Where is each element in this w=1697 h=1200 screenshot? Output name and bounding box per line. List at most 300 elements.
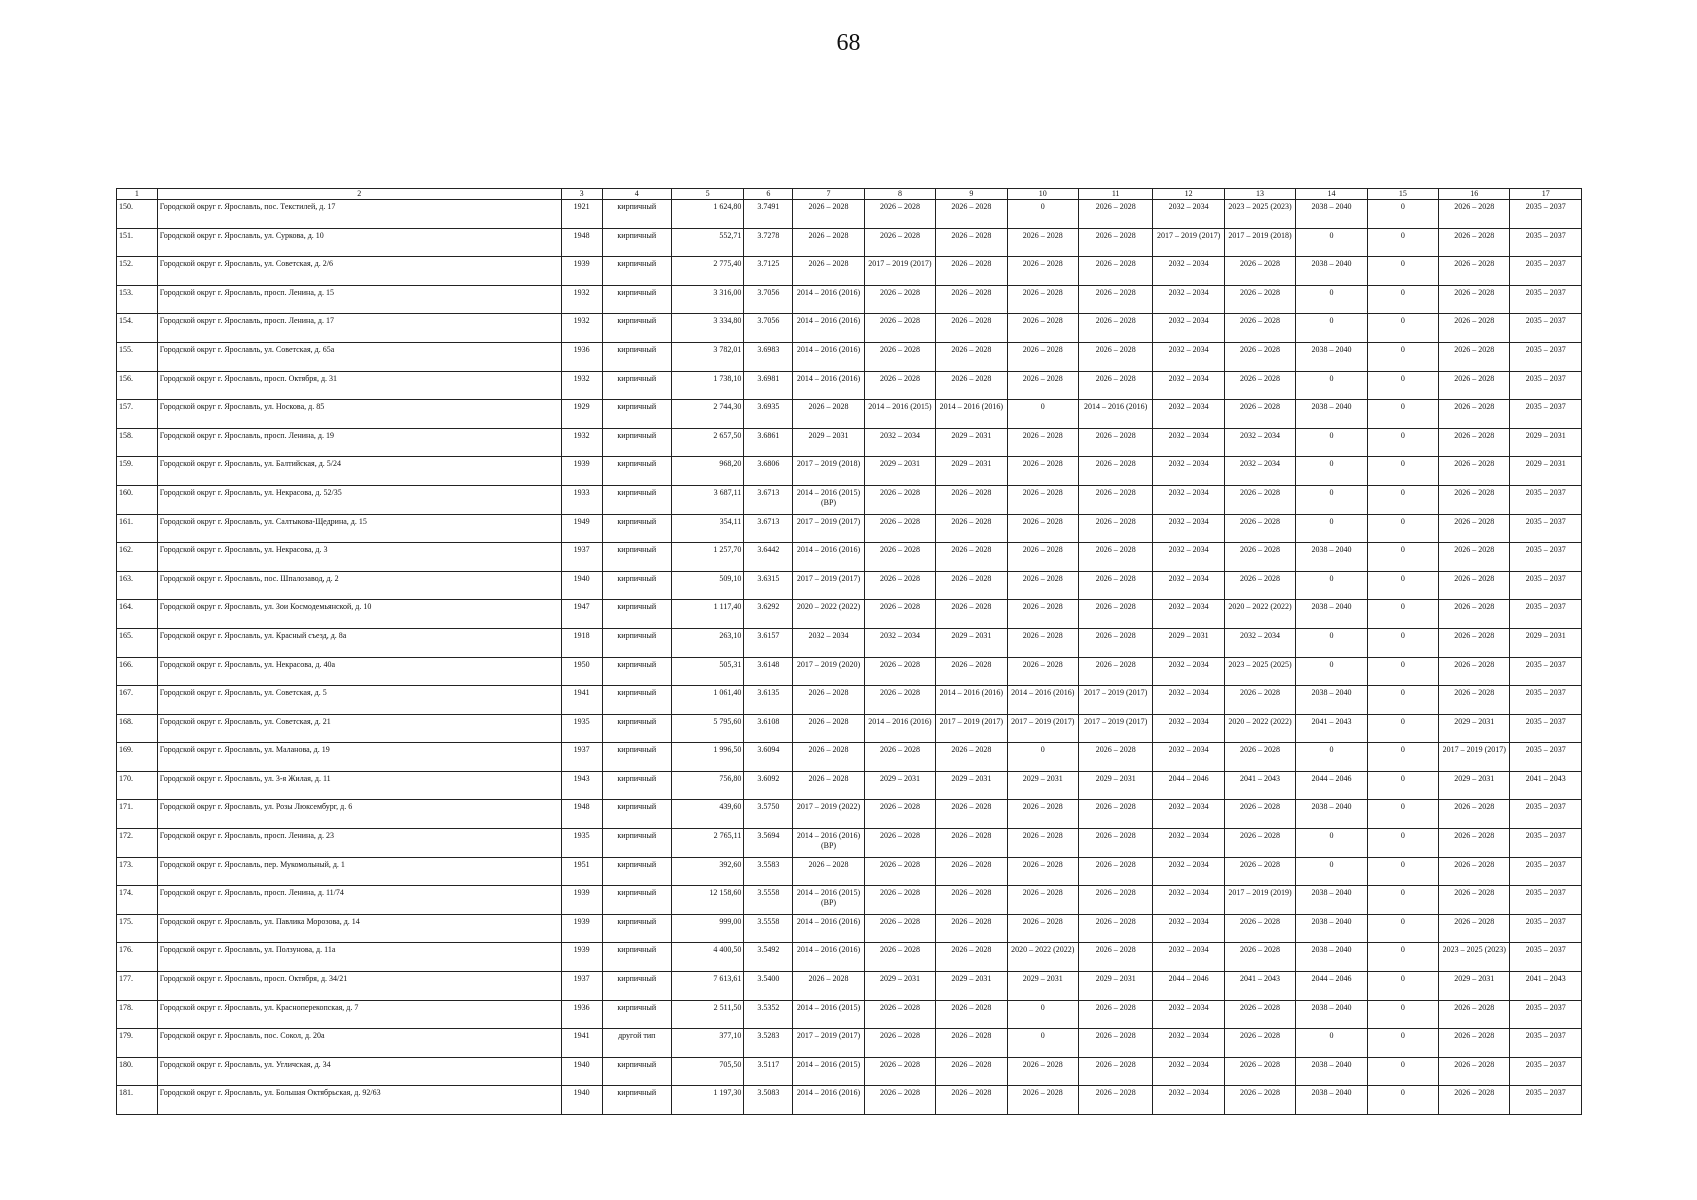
table-cell: 1949 bbox=[561, 514, 602, 543]
table-cell: 2035 – 2037 bbox=[1510, 342, 1582, 371]
table-cell: 2026 – 2028 bbox=[936, 1086, 1007, 1115]
table-cell: кирпичный bbox=[602, 943, 671, 972]
table-cell: 3.5352 bbox=[744, 1000, 793, 1029]
table-cell: 2023 – 2025 (2023) bbox=[1439, 943, 1510, 972]
address-cell: Городской округ г. Ярославль, ул. Павлика Морозова, д. 14 bbox=[157, 914, 561, 943]
table-cell: 2026 – 2028 bbox=[1224, 342, 1295, 371]
table-cell: 2026 – 2028 bbox=[1439, 1057, 1510, 1086]
column-header: 12 bbox=[1153, 189, 1224, 200]
table-cell: 2029 – 2031 bbox=[1510, 428, 1582, 457]
table-cell: 1939 bbox=[561, 943, 602, 972]
table-cell: 2026 – 2028 bbox=[936, 600, 1007, 629]
row-number-cell: 159. bbox=[117, 457, 158, 486]
table-cell: 2026 – 2028 bbox=[1224, 314, 1295, 343]
table-cell: 0 bbox=[1367, 600, 1438, 629]
row-number-cell: 171. bbox=[117, 800, 158, 829]
area-cell: 1 061,40 bbox=[671, 686, 743, 715]
table-cell: 2032 – 2034 bbox=[1153, 686, 1224, 715]
table-cell: 2026 – 2028 bbox=[1224, 800, 1295, 829]
table-cell: 3.7056 bbox=[744, 314, 793, 343]
table-cell: 2014 – 2016 (2015) bbox=[793, 1057, 864, 1086]
table-cell: 2032 – 2034 bbox=[1153, 485, 1224, 514]
table-cell: 2026 – 2028 bbox=[936, 857, 1007, 886]
table-cell: 0 bbox=[1367, 1057, 1438, 1086]
table-cell: 0 bbox=[1007, 1029, 1078, 1058]
table-cell: 2035 – 2037 bbox=[1510, 200, 1582, 229]
table-cell: 2026 – 2028 bbox=[864, 371, 935, 400]
table-cell: 2026 – 2028 bbox=[936, 314, 1007, 343]
table-cell: 2029 – 2031 bbox=[1007, 972, 1078, 1001]
table-cell: 2026 – 2028 bbox=[1224, 1000, 1295, 1029]
table-cell: 2026 – 2028 bbox=[1439, 571, 1510, 600]
table-cell: 3.6861 bbox=[744, 428, 793, 457]
table-cell: 2026 – 2028 bbox=[1007, 800, 1078, 829]
table-cell: 2029 – 2031 bbox=[936, 972, 1007, 1001]
table-cell: 2026 – 2028 bbox=[864, 800, 935, 829]
address-cell: Городской округ г. Ярославль, просп. Ленина, д. 23 bbox=[157, 829, 561, 858]
table-cell: 2026 – 2028 bbox=[793, 857, 864, 886]
table-cell: 2032 – 2034 bbox=[1153, 914, 1224, 943]
table-cell: 2026 – 2028 bbox=[793, 200, 864, 229]
table-row bbox=[117, 200, 1582, 229]
table-cell: 2026 – 2028 bbox=[1007, 371, 1078, 400]
table-cell: 2026 – 2028 bbox=[864, 228, 935, 257]
table-cell: 2035 – 2037 bbox=[1510, 714, 1582, 743]
table-cell: 2026 – 2028 bbox=[864, 514, 935, 543]
table-cell: 0 bbox=[1007, 400, 1078, 429]
table-cell: 1941 bbox=[561, 686, 602, 715]
table-row bbox=[117, 1000, 1582, 1029]
area-cell: 12 158,60 bbox=[671, 886, 743, 915]
table-cell: 2029 – 2031 bbox=[936, 457, 1007, 486]
table-cell: 2017 – 2019 (2018) bbox=[1224, 228, 1295, 257]
table-cell: 2026 – 2028 bbox=[1224, 857, 1295, 886]
table-row bbox=[117, 829, 1582, 858]
table-cell: 0 bbox=[1367, 257, 1438, 286]
address-cell: Городской округ г. Ярославль, ул. Некрасова, д. 40а bbox=[157, 657, 561, 686]
table-cell: 2026 – 2028 bbox=[864, 943, 935, 972]
table-cell: 2044 – 2046 bbox=[1296, 771, 1367, 800]
table-cell: 0 bbox=[1367, 743, 1438, 772]
table-cell: 2026 – 2028 bbox=[1078, 571, 1152, 600]
area-cell: 968,20 bbox=[671, 457, 743, 486]
column-header: 15 bbox=[1367, 189, 1438, 200]
address-cell: Городской округ г. Ярославль, ул. Советская, д. 21 bbox=[157, 714, 561, 743]
row-number-cell: 178. bbox=[117, 1000, 158, 1029]
table-cell: 2026 – 2028 bbox=[864, 914, 935, 943]
table-cell: 3.5583 bbox=[744, 857, 793, 886]
table-cell: 2026 – 2028 bbox=[1007, 514, 1078, 543]
address-cell: Городской округ г. Ярославль, ул. Маланова, д. 19 bbox=[157, 743, 561, 772]
table-cell: 2029 – 2031 bbox=[1153, 628, 1224, 657]
table-cell: 2032 – 2034 bbox=[1153, 543, 1224, 572]
area-cell: 1 738,10 bbox=[671, 371, 743, 400]
table-cell: 2014 – 2016 (2016) bbox=[793, 543, 864, 572]
table-cell: 2041 – 2043 bbox=[1510, 771, 1582, 800]
row-number-cell: 160. bbox=[117, 485, 158, 514]
table-cell: 3.6935 bbox=[744, 400, 793, 429]
area-cell: 999,00 bbox=[671, 914, 743, 943]
address-cell: Городской округ г. Ярославль, пер. Мукомольный, д. 1 bbox=[157, 857, 561, 886]
table-cell: 3.6713 bbox=[744, 514, 793, 543]
table-cell: 2020 – 2022 (2022) bbox=[1224, 714, 1295, 743]
table-cell: 2026 – 2028 bbox=[1439, 1000, 1510, 1029]
table-cell: кирпичный bbox=[602, 200, 671, 229]
table-row bbox=[117, 514, 1582, 543]
table-cell: 2035 – 2037 bbox=[1510, 1057, 1582, 1086]
column-header: 7 bbox=[793, 189, 864, 200]
row-number-cell: 164. bbox=[117, 600, 158, 629]
table-cell: 2026 – 2028 bbox=[1078, 1029, 1152, 1058]
table-cell: 2035 – 2037 bbox=[1510, 1000, 1582, 1029]
table-cell: 3.6292 bbox=[744, 600, 793, 629]
table-cell: 1937 bbox=[561, 743, 602, 772]
table-cell: 2026 – 2028 bbox=[1078, 200, 1152, 229]
table-cell: 0 bbox=[1367, 1000, 1438, 1029]
table-cell: 3.7278 bbox=[744, 228, 793, 257]
table-cell: 2014 – 2016 (2015) (ВР) bbox=[793, 485, 864, 514]
table-cell: 0 bbox=[1296, 657, 1367, 686]
table-cell: кирпичный bbox=[602, 800, 671, 829]
table-cell: 2026 – 2028 bbox=[1078, 314, 1152, 343]
table-cell: 2038 – 2040 bbox=[1296, 257, 1367, 286]
table-cell: 2032 – 2034 bbox=[1153, 457, 1224, 486]
table-cell: 2026 – 2028 bbox=[864, 743, 935, 772]
table-cell: 2026 – 2028 bbox=[1007, 285, 1078, 314]
table-cell: 2026 – 2028 bbox=[1078, 800, 1152, 829]
table-cell: 2017 – 2019 (2022) bbox=[793, 800, 864, 829]
table-cell: 2026 – 2028 bbox=[936, 829, 1007, 858]
table-cell: 2026 – 2028 bbox=[1078, 1086, 1152, 1115]
table-row bbox=[117, 400, 1582, 429]
table-cell: 2017 – 2019 (2017) bbox=[936, 714, 1007, 743]
table-cell: 2026 – 2028 bbox=[936, 571, 1007, 600]
table-cell: 2023 – 2025 (2023) bbox=[1224, 200, 1295, 229]
table-cell: 1948 bbox=[561, 228, 602, 257]
table-cell: 2014 – 2016 (2016) bbox=[864, 714, 935, 743]
table-cell: 2035 – 2037 bbox=[1510, 1086, 1582, 1115]
column-header: 1 bbox=[117, 189, 158, 200]
table-cell: 1939 bbox=[561, 457, 602, 486]
table-cell: 3.6806 bbox=[744, 457, 793, 486]
table-cell: 0 bbox=[1367, 457, 1438, 486]
row-number-cell: 166. bbox=[117, 657, 158, 686]
table-cell: 0 bbox=[1367, 400, 1438, 429]
area-cell: 3 782,01 bbox=[671, 342, 743, 371]
table-cell: 2026 – 2028 bbox=[1078, 857, 1152, 886]
table-cell: 2026 – 2028 bbox=[1078, 257, 1152, 286]
table-cell: кирпичный bbox=[602, 342, 671, 371]
table-cell: 2014 – 2016 (2016) bbox=[793, 285, 864, 314]
row-number-cell: 176. bbox=[117, 943, 158, 972]
row-number-cell: 180. bbox=[117, 1057, 158, 1086]
table-cell: 2038 – 2040 bbox=[1296, 1057, 1367, 1086]
table-cell: 3.7125 bbox=[744, 257, 793, 286]
table-cell: 2032 – 2034 bbox=[1153, 428, 1224, 457]
table-cell: 2032 – 2034 bbox=[1224, 457, 1295, 486]
page-number: 68 bbox=[836, 30, 861, 56]
table-cell: 2035 – 2037 bbox=[1510, 686, 1582, 715]
table-cell: 2026 – 2028 bbox=[1078, 1057, 1152, 1086]
area-cell: 705,50 bbox=[671, 1057, 743, 1086]
table-cell: 2032 – 2034 bbox=[1153, 285, 1224, 314]
table-cell: 2026 – 2028 bbox=[936, 657, 1007, 686]
table-cell: 2032 – 2034 bbox=[1153, 886, 1224, 915]
table-cell: 2029 – 2031 bbox=[864, 771, 935, 800]
table-cell: 2026 – 2028 bbox=[936, 1000, 1007, 1029]
table-cell: кирпичный bbox=[602, 485, 671, 514]
table-cell: 2026 – 2028 bbox=[864, 686, 935, 715]
table-cell: кирпичный bbox=[602, 1000, 671, 1029]
area-cell: 2 775,40 bbox=[671, 257, 743, 286]
address-cell: Городской округ г. Ярославль, пос. Сокол, д. 20а bbox=[157, 1029, 561, 1058]
table-cell: 2020 – 2022 (2022) bbox=[1224, 600, 1295, 629]
table-cell: 2032 – 2034 bbox=[1153, 800, 1224, 829]
table-cell: 2020 – 2022 (2022) bbox=[793, 600, 864, 629]
table-cell: 0 bbox=[1367, 428, 1438, 457]
table-cell: 0 bbox=[1296, 314, 1367, 343]
table-cell: 2017 – 2019 (2017) bbox=[1078, 714, 1152, 743]
table-cell: 2026 – 2028 bbox=[1007, 657, 1078, 686]
table-cell: 2029 – 2031 bbox=[793, 428, 864, 457]
address-cell: Городской округ г. Ярославль, ул. Зои Космодемьянской, д. 10 bbox=[157, 600, 561, 629]
table-cell: 2026 – 2028 bbox=[1439, 800, 1510, 829]
address-cell: Городской округ г. Ярославль, ул. Ползунова, д. 11а bbox=[157, 943, 561, 972]
table-cell: кирпичный bbox=[602, 428, 671, 457]
table-cell: 2017 – 2019 (2017) bbox=[1153, 228, 1224, 257]
table-cell: 0 bbox=[1296, 829, 1367, 858]
table-row bbox=[117, 257, 1582, 286]
table-cell: 2026 – 2028 bbox=[1439, 628, 1510, 657]
table-cell: 2029 – 2031 bbox=[936, 771, 1007, 800]
table-cell: 2026 – 2028 bbox=[1439, 200, 1510, 229]
table-cell: 1943 bbox=[561, 771, 602, 800]
table-cell: 2029 – 2031 bbox=[1439, 972, 1510, 1001]
table-cell: 2017 – 2019 (2018) bbox=[793, 457, 864, 486]
table-cell: 2032 – 2034 bbox=[793, 628, 864, 657]
table-cell: 0 bbox=[1367, 628, 1438, 657]
table-cell: 3.6442 bbox=[744, 543, 793, 572]
table-cell: 2026 – 2028 bbox=[864, 1086, 935, 1115]
table-cell: 2032 – 2034 bbox=[1153, 857, 1224, 886]
column-header: 10 bbox=[1007, 189, 1078, 200]
table-cell: 2026 – 2028 bbox=[1007, 457, 1078, 486]
table-cell: 2035 – 2037 bbox=[1510, 657, 1582, 686]
table-cell: 2026 – 2028 bbox=[1007, 342, 1078, 371]
table-cell: 2026 – 2028 bbox=[793, 972, 864, 1001]
address-cell: Городской округ г. Ярославль, ул. Красный съезд, д. 8а bbox=[157, 628, 561, 657]
table-cell: 3.7056 bbox=[744, 285, 793, 314]
table-cell: 2026 – 2028 bbox=[864, 829, 935, 858]
table-cell: 2029 – 2031 bbox=[1510, 628, 1582, 657]
table-row bbox=[117, 314, 1582, 343]
table-cell: 2026 – 2028 bbox=[864, 600, 935, 629]
table-cell: 2026 – 2028 bbox=[1078, 485, 1152, 514]
address-cell: Городской округ г. Ярославль, просп. Октября, д. 34/21 bbox=[157, 972, 561, 1001]
table-cell: 2035 – 2037 bbox=[1510, 400, 1582, 429]
table-cell: 0 bbox=[1367, 914, 1438, 943]
table-cell: кирпичный bbox=[602, 743, 671, 772]
area-cell: 2 765,11 bbox=[671, 829, 743, 858]
table-cell: 0 bbox=[1367, 485, 1438, 514]
table-cell: 2026 – 2028 bbox=[1078, 371, 1152, 400]
table-cell: 2026 – 2028 bbox=[936, 914, 1007, 943]
table-cell: 2026 – 2028 bbox=[936, 1029, 1007, 1058]
row-number-cell: 163. bbox=[117, 571, 158, 600]
table-cell: 2017 – 2019 (2017) bbox=[1007, 714, 1078, 743]
row-number-cell: 181. bbox=[117, 1086, 158, 1115]
area-cell: 263,10 bbox=[671, 628, 743, 657]
table-cell: 0 bbox=[1367, 972, 1438, 1001]
table-cell: 2026 – 2028 bbox=[1439, 600, 1510, 629]
address-cell: Городской округ г. Ярославль, ул. Большая Октябрьская, д. 92/63 bbox=[157, 1086, 561, 1115]
table-cell: 1940 bbox=[561, 1086, 602, 1115]
address-cell: Городской округ г. Ярославль, просп. Октября, д. 31 bbox=[157, 371, 561, 400]
table-cell: 1932 bbox=[561, 285, 602, 314]
table-cell: 2026 – 2028 bbox=[1007, 485, 1078, 514]
table-cell: 2032 – 2034 bbox=[1153, 514, 1224, 543]
table-cell: 0 bbox=[1367, 228, 1438, 257]
table-cell: 2032 – 2034 bbox=[1153, 371, 1224, 400]
row-number-cell: 151. bbox=[117, 228, 158, 257]
row-number-cell: 174. bbox=[117, 886, 158, 915]
table-cell: 3.5492 bbox=[744, 943, 793, 972]
address-cell: Городской округ г. Ярославль, просп. Ленина, д. 15 bbox=[157, 285, 561, 314]
table-cell: 2014 – 2016 (2015) bbox=[793, 1000, 864, 1029]
table-cell: 2026 – 2028 bbox=[1078, 657, 1152, 686]
column-header: 5 bbox=[671, 189, 743, 200]
table-cell: 2026 – 2028 bbox=[1224, 371, 1295, 400]
table-cell: 0 bbox=[1367, 857, 1438, 886]
row-number-cell: 173. bbox=[117, 857, 158, 886]
table-cell: 0 bbox=[1007, 1000, 1078, 1029]
table-cell: 2026 – 2028 bbox=[793, 743, 864, 772]
area-cell: 1 257,70 bbox=[671, 543, 743, 572]
table-row bbox=[117, 571, 1582, 600]
table-cell: 2026 – 2028 bbox=[1439, 485, 1510, 514]
area-cell: 5 795,60 bbox=[671, 714, 743, 743]
address-cell: Городской округ г. Ярославль, ул. Суркова, д. 10 bbox=[157, 228, 561, 257]
table-cell: 2026 – 2028 bbox=[1439, 657, 1510, 686]
table-cell: 2017 – 2019 (2017) bbox=[793, 514, 864, 543]
table-cell: 3.6135 bbox=[744, 686, 793, 715]
table-cell: 2026 – 2028 bbox=[1078, 914, 1152, 943]
address-cell: Городской округ г. Ярославль, ул. Угличская, д. 34 bbox=[157, 1057, 561, 1086]
area-cell: 2 657,50 bbox=[671, 428, 743, 457]
row-number-cell: 162. bbox=[117, 543, 158, 572]
table-cell: 2035 – 2037 bbox=[1510, 543, 1582, 572]
table-cell: 2026 – 2028 bbox=[1078, 829, 1152, 858]
table-cell: 3.6148 bbox=[744, 657, 793, 686]
table-cell: 0 bbox=[1296, 857, 1367, 886]
table-cell: 2026 – 2028 bbox=[864, 485, 935, 514]
table-cell: 1937 bbox=[561, 972, 602, 1001]
table-cell: 2026 – 2028 bbox=[1007, 228, 1078, 257]
table-cell: 2029 – 2031 bbox=[864, 972, 935, 1001]
table-cell: 2029 – 2031 bbox=[864, 457, 935, 486]
table-cell: 0 bbox=[1367, 285, 1438, 314]
table-cell: 2026 – 2028 bbox=[1007, 1086, 1078, 1115]
table-cell: другой тип bbox=[602, 1029, 671, 1058]
table-cell: 3.5083 bbox=[744, 1086, 793, 1115]
table-cell: кирпичный bbox=[602, 543, 671, 572]
table-cell: 2038 – 2040 bbox=[1296, 800, 1367, 829]
table-cell: 2026 – 2028 bbox=[1224, 400, 1295, 429]
table-cell: 2026 – 2028 bbox=[1224, 485, 1295, 514]
table-cell: 2014 – 2016 (2015) (ВР) bbox=[793, 886, 864, 915]
table-cell: 2026 – 2028 bbox=[1078, 943, 1152, 972]
table-cell: 2026 – 2028 bbox=[1078, 514, 1152, 543]
column-header: 8 bbox=[864, 189, 935, 200]
table-row bbox=[117, 600, 1582, 629]
table-cell: 2032 – 2034 bbox=[1153, 200, 1224, 229]
table-body bbox=[117, 200, 1582, 1115]
area-cell: 377,10 bbox=[671, 1029, 743, 1058]
table-cell: 2035 – 2037 bbox=[1510, 485, 1582, 514]
table-cell: 2029 – 2031 bbox=[1510, 457, 1582, 486]
table-cell: 0 bbox=[1367, 657, 1438, 686]
table-cell: 2038 – 2040 bbox=[1296, 200, 1367, 229]
table-cell: 2032 – 2034 bbox=[1153, 1086, 1224, 1115]
row-number-cell: 169. bbox=[117, 743, 158, 772]
table-cell: 2041 – 2043 bbox=[1510, 972, 1582, 1001]
table-cell: 1933 bbox=[561, 485, 602, 514]
table-cell: 0 bbox=[1296, 285, 1367, 314]
row-number-cell: 168. bbox=[117, 714, 158, 743]
table-cell: 2026 – 2028 bbox=[936, 800, 1007, 829]
table-cell: 2032 – 2034 bbox=[864, 428, 935, 457]
address-cell: Городской округ г. Ярославль, ул. Красноперекопская, д. 7 bbox=[157, 1000, 561, 1029]
area-cell: 1 624,80 bbox=[671, 200, 743, 229]
area-cell: 4 400,50 bbox=[671, 943, 743, 972]
table-cell: 0 bbox=[1296, 571, 1367, 600]
table-cell: 3.6315 bbox=[744, 571, 793, 600]
table-cell: кирпичный bbox=[602, 571, 671, 600]
table-cell: 2014 – 2016 (2016) bbox=[1007, 686, 1078, 715]
table-cell: 2026 – 2028 bbox=[1439, 1029, 1510, 1058]
table-cell: 1932 bbox=[561, 428, 602, 457]
row-number-cell: 154. bbox=[117, 314, 158, 343]
table-cell: 2032 – 2034 bbox=[1153, 314, 1224, 343]
table-cell: 3.6713 bbox=[744, 485, 793, 514]
table-cell: 2026 – 2028 bbox=[936, 371, 1007, 400]
table-cell: 2035 – 2037 bbox=[1510, 829, 1582, 858]
table-cell: 2026 – 2028 bbox=[1078, 628, 1152, 657]
table-cell: 2026 – 2028 bbox=[793, 228, 864, 257]
table-cell: 2026 – 2028 bbox=[1007, 857, 1078, 886]
table-cell: 2014 – 2016 (2016) bbox=[936, 400, 1007, 429]
table-cell: кирпичный bbox=[602, 314, 671, 343]
table-cell: 1929 bbox=[561, 400, 602, 429]
area-cell: 2 511,50 bbox=[671, 1000, 743, 1029]
table-cell: 2023 – 2025 (2025) bbox=[1224, 657, 1295, 686]
table-row bbox=[117, 457, 1582, 486]
table-row bbox=[117, 1029, 1582, 1058]
table-cell: 0 bbox=[1296, 371, 1367, 400]
table-row bbox=[117, 1057, 1582, 1086]
row-number-cell: 167. bbox=[117, 686, 158, 715]
table-cell: 2035 – 2037 bbox=[1510, 371, 1582, 400]
table-cell: 2026 – 2028 bbox=[864, 886, 935, 915]
row-number-cell: 156. bbox=[117, 371, 158, 400]
table-cell: 2014 – 2016 (2016) bbox=[793, 1086, 864, 1115]
table-cell: кирпичный bbox=[602, 400, 671, 429]
address-cell: Городской округ г. Ярославль, ул. Некрасова, д. 52/35 bbox=[157, 485, 561, 514]
table-cell: 2026 – 2028 bbox=[936, 514, 1007, 543]
address-cell: Городской округ г. Ярославль, ул. Балтийская, д. 5/24 bbox=[157, 457, 561, 486]
table-cell: 2026 – 2028 bbox=[1439, 457, 1510, 486]
table-cell: 2014 – 2016 (2016) bbox=[793, 342, 864, 371]
